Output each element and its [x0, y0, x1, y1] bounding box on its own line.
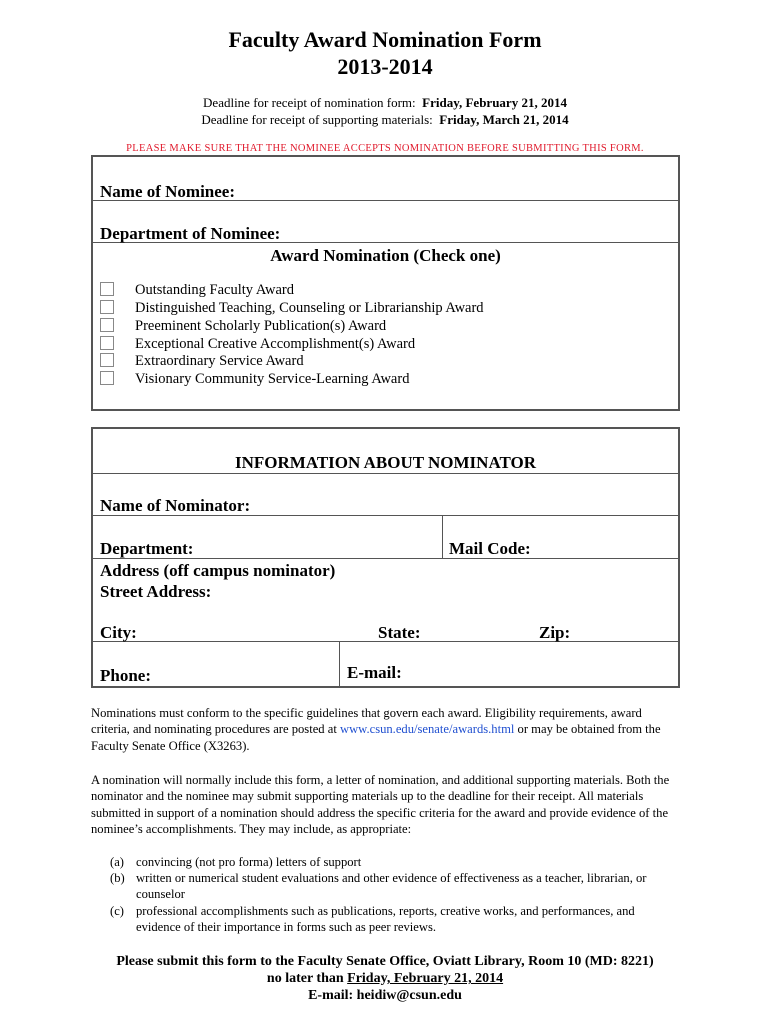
award-label: Preeminent Scholarly Publication(s) Award	[135, 318, 387, 334]
deadline-nomination	[0, 94, 770, 111]
address-label: Address (off campus nominator)	[100, 561, 336, 580]
deadline-materials	[0, 111, 770, 128]
list-marker: (b)	[110, 871, 125, 885]
submission-email[interactable]: E-mail: heidiw@csun.edu	[308, 988, 462, 1003]
mail-code-field[interactable]: Mail Code:	[449, 539, 531, 558]
guidelines-text-end: or may be obtained from the Faculty Senate Office (X3263).	[91, 722, 661, 753]
acceptance-warning: PLEASE MAKE SURE THAT THE NOMINEE ACCEPTS NOMINATION BEFORE SUBMITTING THIS FORM.	[126, 143, 644, 154]
award-checkbox[interactable]	[100, 336, 114, 350]
form-year: 2013-2014	[337, 54, 433, 79]
guidelines-paragraph	[91, 705, 679, 754]
nominator-name-field[interactable]: Name of Nominator:	[100, 496, 251, 515]
nominee-department-field[interactable]: Department of Nominee:	[100, 224, 281, 243]
state-field[interactable]: State:	[378, 623, 421, 642]
award-nomination-heading: Award Nomination (Check one)	[270, 246, 501, 265]
submission-deadline-prefix: no later than	[266, 971, 348, 986]
divider	[339, 641, 340, 686]
submission-deadline	[0, 970, 770, 987]
zip-field[interactable]: Zip:	[539, 623, 571, 642]
award-label: Extraordinary Service Award	[135, 353, 304, 369]
phone-field[interactable]: Phone:	[100, 666, 151, 685]
award-checkbox[interactable]	[100, 282, 114, 296]
award-label: Outstanding Faculty Award	[135, 282, 294, 298]
nominee-name-field[interactable]: Name of Nominee:	[100, 182, 236, 201]
guidelines-text: Nominations must conform to the specific guidelines that govern each award. Eligibility requirements, award criteria, and nominating procedures are posted at	[91, 706, 642, 737]
divider	[93, 473, 678, 474]
deadline-nomination-date: Friday, February 21, 2014	[422, 95, 567, 110]
award-checkbox[interactable]	[100, 353, 114, 367]
deadline-materials-date: Friday, March 21, 2014	[439, 112, 569, 127]
nominator-section	[91, 427, 680, 688]
nominator-department-field[interactable]: Department:	[100, 539, 194, 558]
nomination-contents-paragraph: A nomination will normally include this form, a letter of nomination, and additional supporting materials. Both the nominator and the nominee may submit supporting materials up to the deadline for their receipt. All materials submitted in support of a nomination should address the specific criteria for the award and provide evidence of the nominee’s accomplishments. They may include, as appropriate:	[91, 773, 670, 837]
form-title: Faculty Award Nomination Form	[228, 27, 542, 52]
list-text: professional accomplishments such as publications, reports, creative works, and performances, and evidence of their importance in forms such as peer reviews.	[136, 904, 635, 935]
submission-instructions: Please submit this form to the Faculty Senate Office, Oviatt Library, Room 10 (MD: 8221)	[116, 954, 654, 969]
award-checkbox[interactable]	[100, 300, 114, 314]
deadline-nomination-label: Deadline for receipt of nomination form:	[203, 95, 416, 110]
divider	[442, 515, 443, 558]
submission-deadline-date: Friday, February 21, 2014	[347, 971, 504, 986]
list-marker: (c)	[110, 904, 124, 918]
award-label: Distinguished Teaching, Counseling or Librarianship Award	[135, 300, 484, 316]
email-field[interactable]: E-mail:	[347, 663, 402, 682]
award-checkbox[interactable]	[100, 371, 114, 385]
city-field[interactable]: City:	[100, 623, 137, 642]
awards-link[interactable]: www.csun.edu/senate/awards.html	[339, 722, 515, 737]
list-text: convincing (not pro forma) letters of support	[136, 855, 362, 869]
street-address-field[interactable]: Street Address:	[100, 582, 212, 601]
list-marker: (a)	[110, 855, 124, 869]
list-text: written or numerical student evaluations and other evidence of effectiveness as a teacher, librarian, or counselor	[136, 871, 647, 902]
award-label: Visionary Community Service-Learning Award	[135, 371, 410, 387]
deadline-materials-label: Deadline for receipt of supporting materials:	[201, 112, 433, 127]
nominator-heading: INFORMATION ABOUT NOMINATOR	[235, 453, 536, 472]
award-label: Exceptional Creative Accomplishment(s) Award	[135, 336, 416, 352]
award-checkbox[interactable]	[100, 318, 114, 332]
